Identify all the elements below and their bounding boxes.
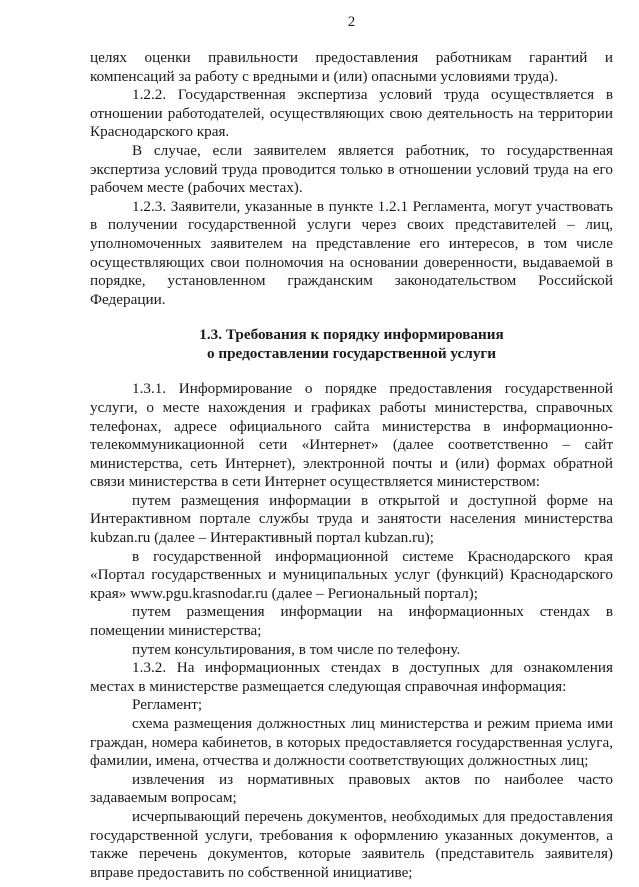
list-item-legal-extracts: извлечения из нормативных правовых актов по наиболее часто задаваемым вопросам; bbox=[90, 770, 613, 807]
paragraph-1-2-2: 1.2.2. Государственная экспертиза условий труда осуществляется в отношении работодателей, осуществляющих свою деятельность на территории Краснодарского края. bbox=[90, 86, 613, 141]
paragraph-worker-case: В случае, если заявителем является работник, то государственная экспертиза условий труда проводится только в отношении условий труда на его рабочем месте (рабочих местах). bbox=[90, 141, 613, 197]
section-title bbox=[90, 325, 613, 363]
top-paragraphs bbox=[90, 49, 613, 309]
section-title-line-1: 1.3. Требования к порядку информирования bbox=[199, 326, 504, 344]
paragraph-1-2-3: 1.2.3. Заявители, указанные в пункте 1.2.1 Регламента, могут участвовать в получении государственной услуги через своих представителей – лиц, уполномоченных заявителем на представление его интересов, в том числе осуществляющих свои полномочия на основании доверенности, выдаваемой в порядке, установленном гражданским законодательством Российской Федерации. bbox=[90, 197, 613, 308]
paragraph-interactive-portal: путем размещения информации в открытой и доступной форме на Интерактивном портале службы труда и занятости населения министерства kubzan.ru (далее – Интерактивный портал kubzan.ru); bbox=[90, 491, 613, 547]
section-title-line-2: о предоставлении государственной услуги bbox=[206, 345, 497, 363]
list-item-regulation: Регламент; bbox=[132, 696, 203, 714]
list-item-documents-list: исчерпывающий перечень документов, необходимых для предоставления государственной услуги, требования к оформлению указанных документов, а также перечень документов, которые заявитель (представитель заявителя) вправе предоставить по собственной инициативе; bbox=[90, 807, 613, 881]
paragraph-1-3-1: 1.3.1. Информирование о порядке предоставления государственной услуги, о месте нахождения и графиках работы министерства, справочных телефонах, адресе официального сайта министерства в информационно-телекоммуникационной сети «Интернет» (далее соответственно – сайт министерства, сеть Интернет), электронной почты и (или) формах обратной связи министерства в сети Интернет осуществляется министерством: bbox=[90, 380, 613, 491]
paragraph-1-3-2: 1.3.2. На информационных стендах в доступных для ознакомления местах в министерстве размещается следующая справочная информация: bbox=[90, 659, 613, 695]
paragraph-consulting: путем консультирования, в том числе по телефону. bbox=[132, 640, 461, 658]
page-number: 2 bbox=[347, 14, 356, 30]
paragraph-info-stands: путем размещения информации на информационных стендах в помещении министерства; bbox=[90, 603, 613, 640]
list-item-placement-scheme: схема размещения должностных лиц министерства и режим приема ими граждан, номера кабинетов, в которых предоставляется государственная услуга, фамилии, имена, отчества и должности соответствующих должностных лиц; bbox=[90, 715, 613, 770]
paragraph: целях оценки правильности предоставления работникам гарантий и компенсаций за работу с вредными и (или) опасными условиями труда). bbox=[90, 49, 613, 85]
paragraph-regional-portal: в государственной информационной системе Краснодарского края «Портал государственных и муниципальных услуг (функций) Краснодарского края» www.pgu.krasnodar.ru (далее – Региональный портал); bbox=[90, 547, 613, 602]
bottom-paragraphs bbox=[90, 380, 613, 882]
